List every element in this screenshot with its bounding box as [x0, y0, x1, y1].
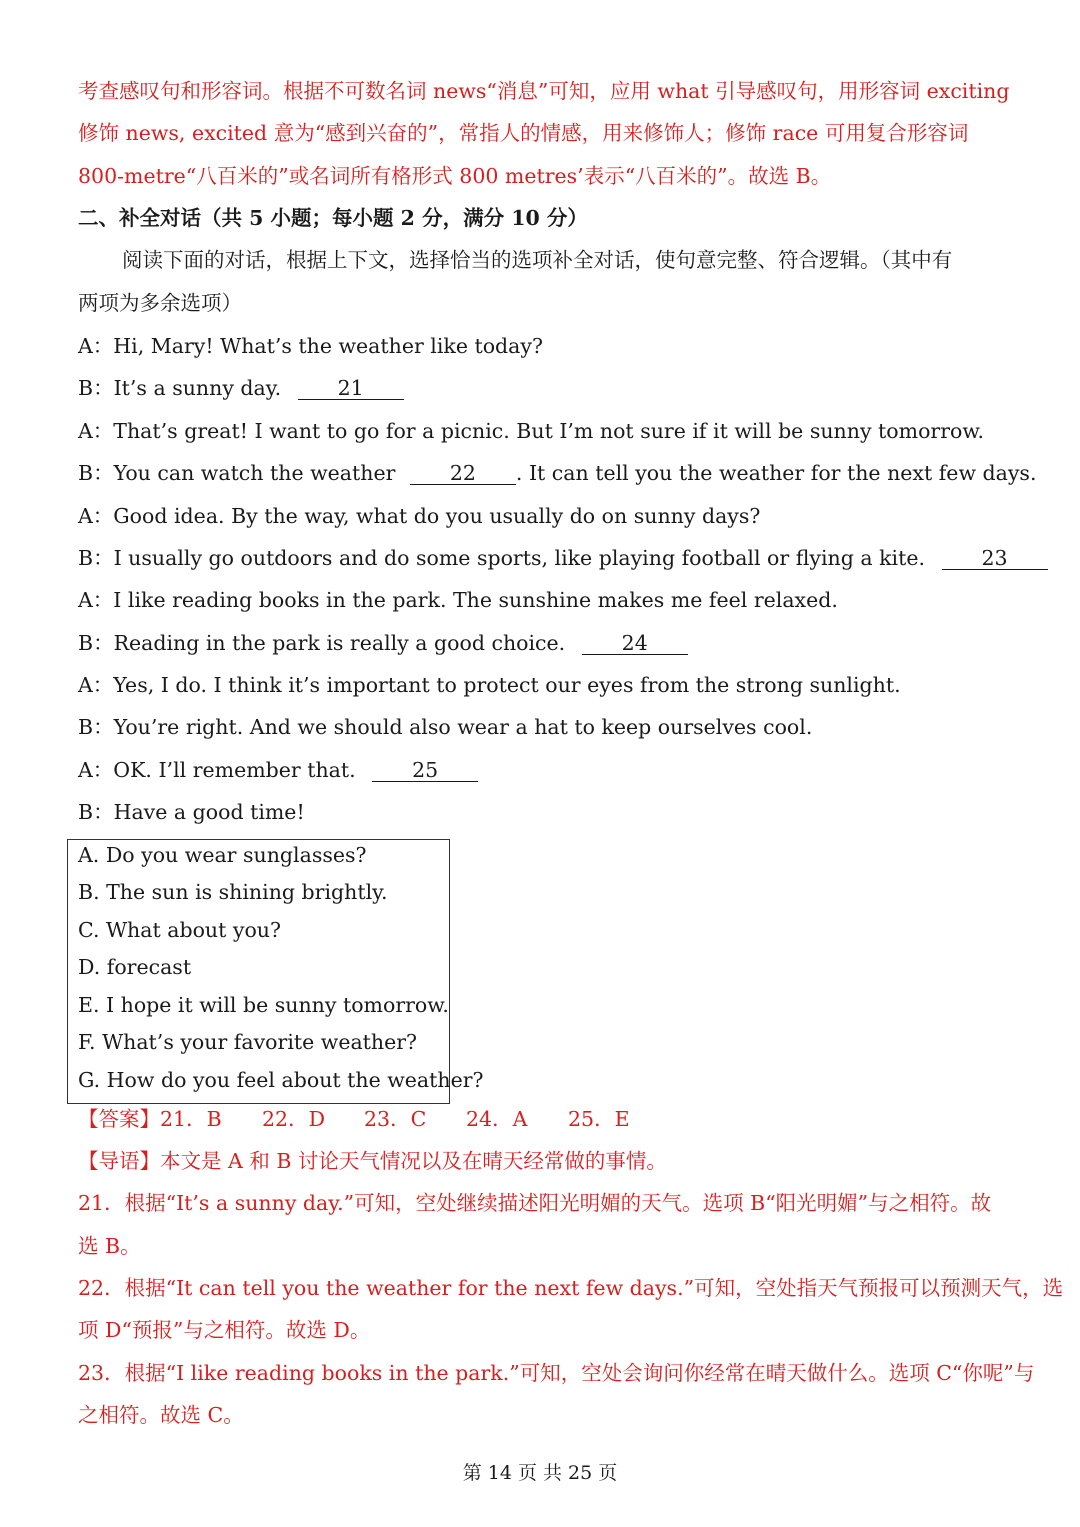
page-footer: 第 14 页 共 25 页 — [462, 1462, 618, 1484]
instruction-line: 阅读下面的对话，根据上下文，选择恰当的选项补全对话，使句意完整、符合逻辑。（其中有 — [122, 248, 953, 272]
instruction-line: 两项为多余选项） — [78, 291, 242, 315]
guide-line: 【导语】本文是 A 和 B 讨论天气情况以及在晴天经常做的事情。 — [78, 1149, 667, 1173]
dialogue-line — [78, 628, 1008, 658]
explanation-21-cont: 选 B。 — [78, 1234, 141, 1258]
answer-line — [78, 1104, 1008, 1134]
dialogue-line — [78, 458, 1037, 488]
answer-item: 24．A — [466, 1107, 528, 1131]
answer-blank: 22 — [410, 460, 516, 485]
option-item: F. What’s your favorite weather? — [78, 1030, 418, 1054]
section-heading: 二、补全对话（共 5 小题；每小题 2 分，满分 10 分） — [78, 206, 588, 230]
explanation-22-cont: 项 D“预报”与之相符。故选 D。 — [78, 1318, 371, 1342]
option-item: E. I hope it will be sunny tomorrow. — [78, 993, 449, 1017]
dialogue-text: A：OK. I’ll remember that. — [78, 758, 356, 782]
answer-item: 22．D — [262, 1107, 326, 1131]
answer-item: 25．E — [568, 1107, 630, 1131]
answer-blank: 25 — [372, 757, 478, 782]
dialogue-line: A：Hi, Mary! What’s the weather like today? — [78, 334, 543, 358]
option-item: G. How do you feel about the weather? — [78, 1068, 484, 1092]
dialogue-text: B：You can watch the weather — [78, 461, 396, 485]
dialogue-text: B：Reading in the park is really a good choice. — [78, 631, 566, 655]
explanation-23-cont: 之相符。故选 C。 — [78, 1403, 244, 1427]
dialogue-line — [78, 543, 1008, 573]
dialogue-line: A：Good idea. By the way, what do you usually do on sunny days? — [78, 504, 761, 528]
dialogue-line: A：Yes, I do. I think it’s important to protect our eyes from the strong sunlight. — [78, 673, 901, 697]
option-item: C. What about you? — [78, 918, 281, 942]
dialogue-line: B：You’re right. And we should also wear a hat to keep ourselves cool. — [78, 715, 813, 739]
option-item: D. forecast — [78, 955, 192, 979]
answer-item: 23．C — [364, 1107, 427, 1131]
dialogue-text: B：It’s a sunny day. — [78, 376, 282, 400]
options-box — [67, 839, 484, 1104]
answer-blank: 21 — [298, 375, 404, 400]
explanation-23: 23．根据“I like reading books in the park.”可知，空处会询问你经常在晴天做什么。选项 C“你呢”与 — [78, 1361, 1035, 1385]
dialogue-text-after: . It can tell you the weather for the next few days. — [515, 461, 1037, 485]
explanation-22: 22．根据“It can tell you the weather for the next few days.”可知，空处指天气预报可以预测天气，选 — [78, 1276, 1064, 1300]
answer-blank: 23 — [942, 545, 1048, 570]
answer-label: 【答案】 — [78, 1107, 160, 1131]
explanation-line: 修饰 news, excited 意为“感到兴奋的”，常指人的情感，用来修饰人；修饰 race 可用复合形容词 — [78, 121, 969, 145]
dialogue-text: B：I usually go outdoors and do some sports, like playing football or flying a kite. — [78, 546, 925, 570]
dialogue-line: A：I like reading books in the park. The sunshine makes me feel relaxed. — [78, 588, 838, 612]
explanation-21: 21．根据“It’s a sunny day.”可知，空处继续描述阳光明媚的天气。选项 B“阳光明媚”与之相符。故 — [78, 1191, 992, 1215]
dialogue-line: A：That’s great! I want to go for a picnic. But I’m not sure if it will be sunny tomorrow. — [78, 419, 984, 443]
dialogue-line — [78, 755, 1008, 785]
explanation-line: 考查感叹句和形容词。根据不可数名词 news“消息”可知，应用 what 引导感叹句，用形容词 exciting — [78, 79, 1010, 103]
dialogue-line: B：Have a good time! — [78, 800, 305, 824]
answer-blank: 24 — [582, 630, 688, 655]
answer-item: 21．B — [160, 1107, 222, 1131]
dialogue-line — [78, 373, 1008, 403]
explanation-line: 800-metre“八百米的”或名词所有格形式 800 metres’表示“八百米的”。故选 B。 — [78, 164, 832, 188]
option-item: A. Do you wear sunglasses? — [78, 843, 367, 867]
option-item: B. The sun is shining brightly. — [78, 880, 388, 904]
